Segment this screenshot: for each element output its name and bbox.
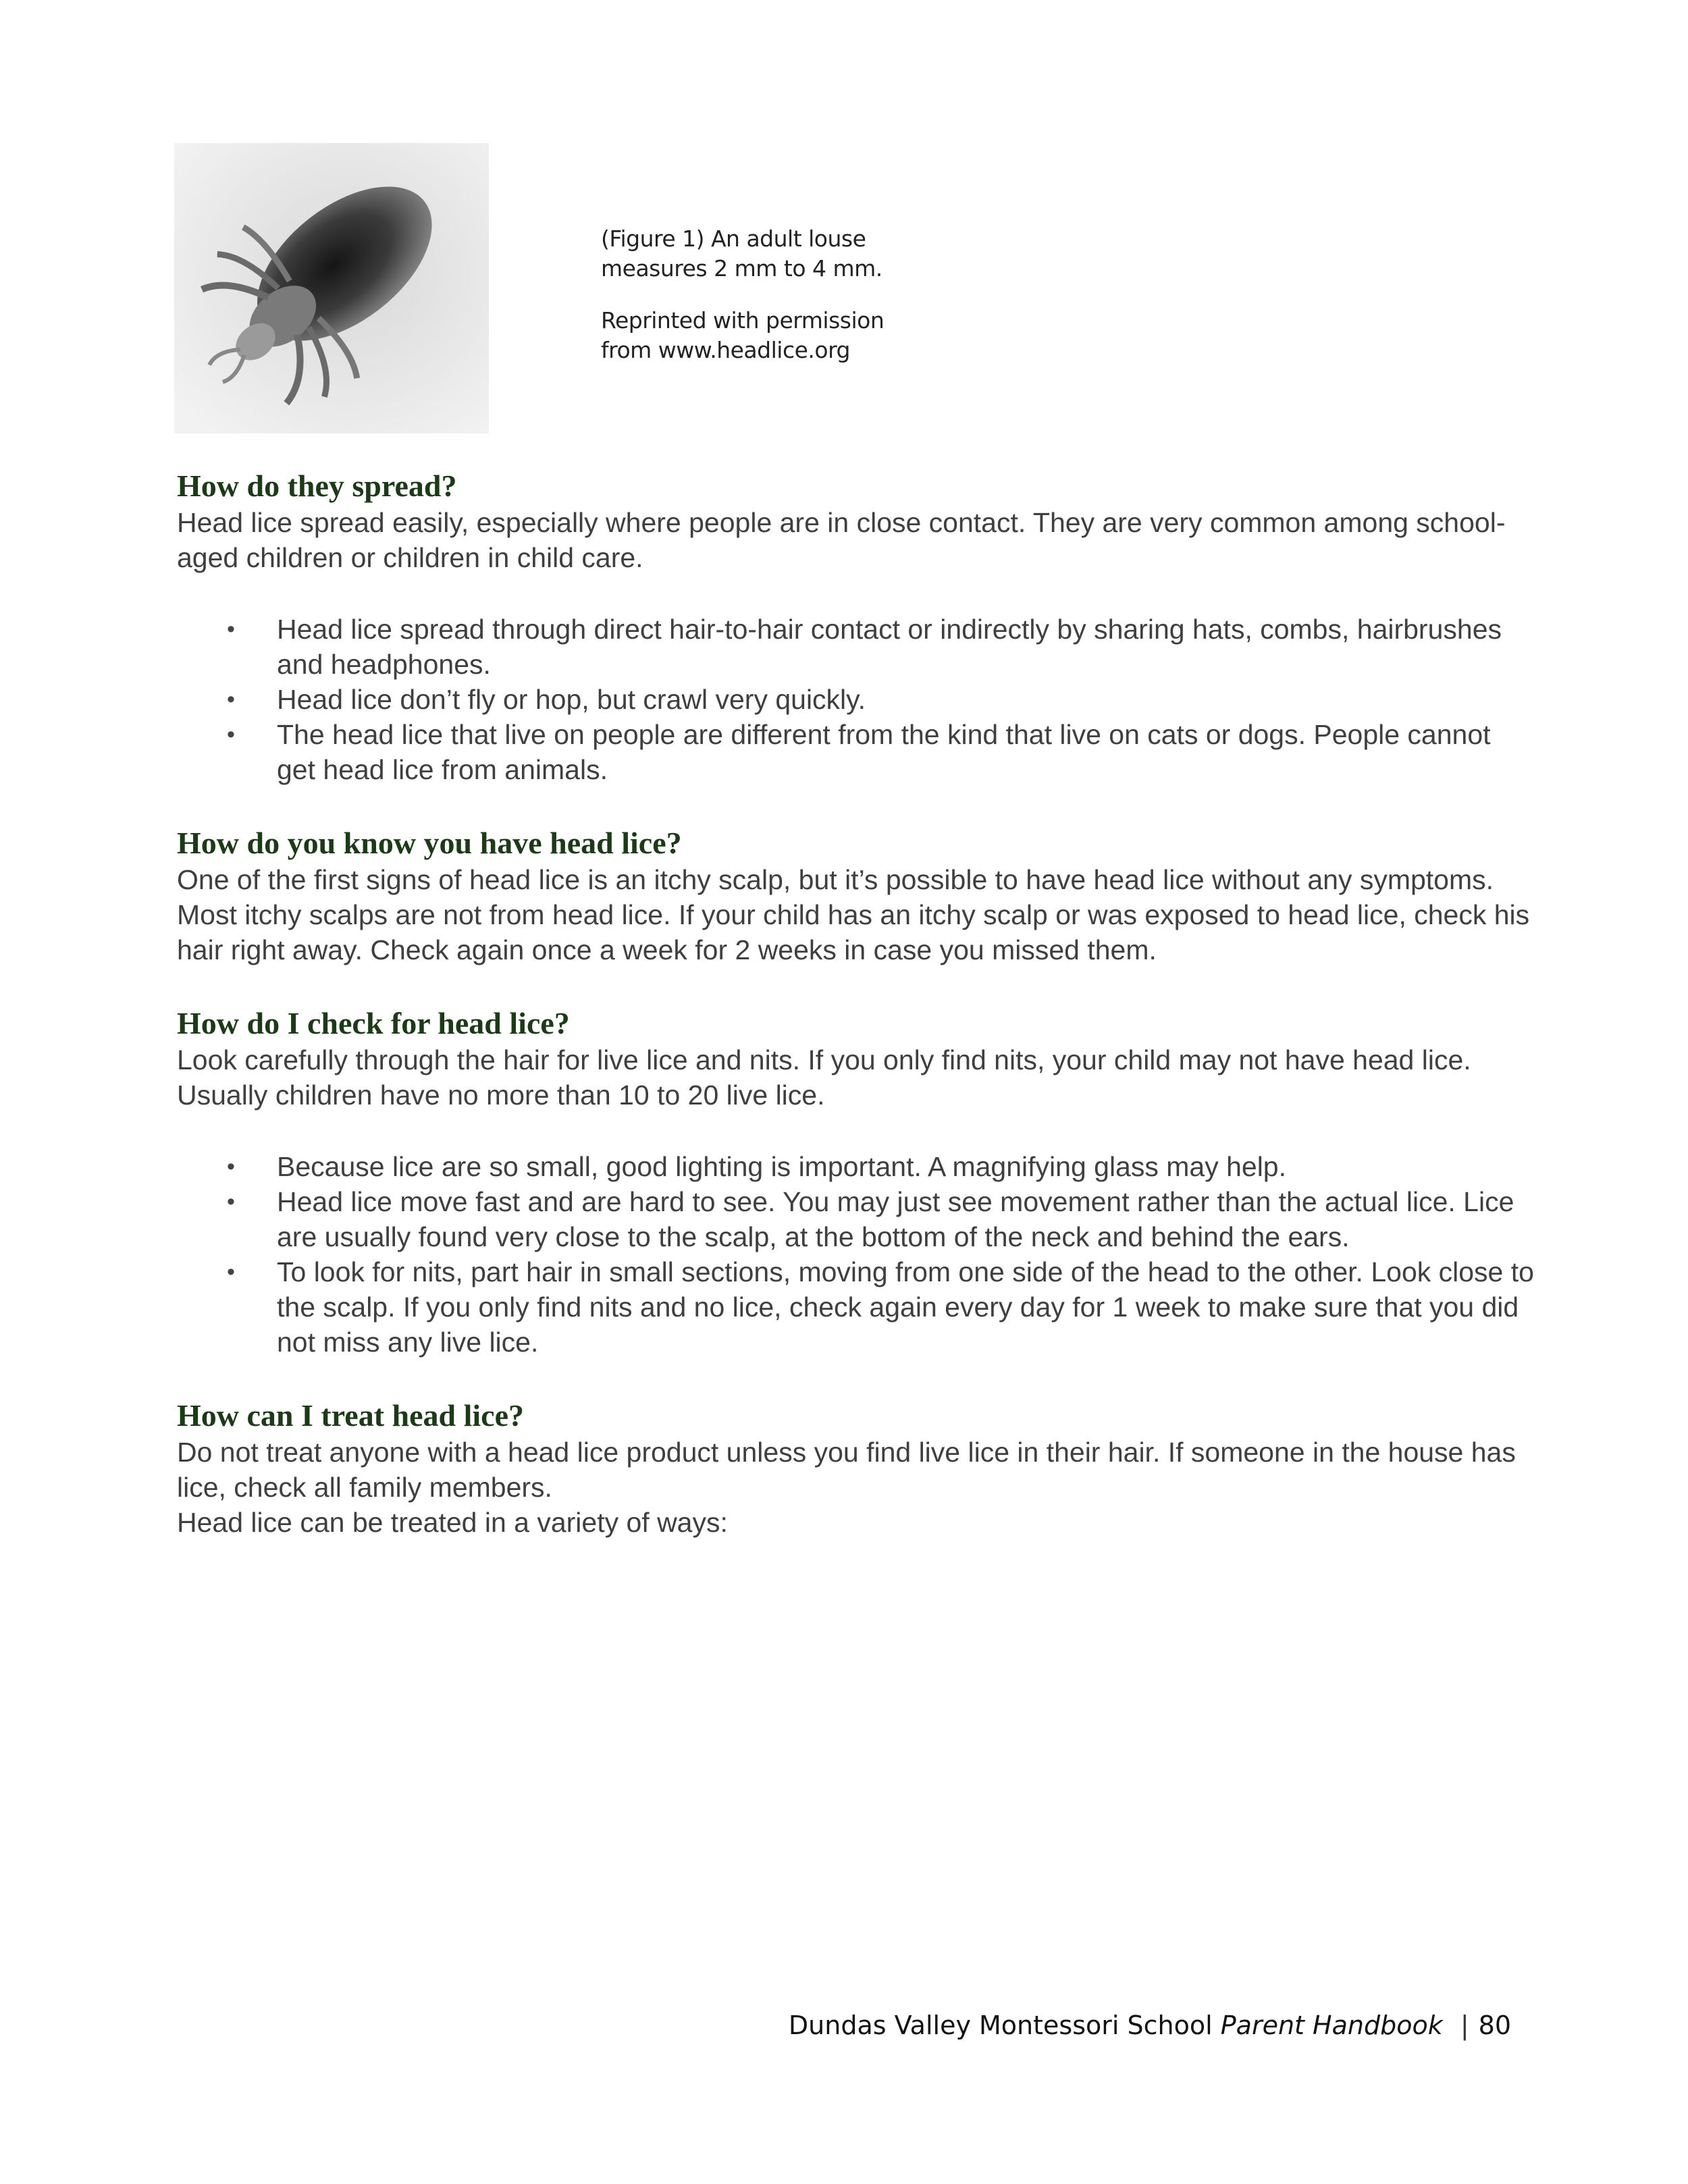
paragraph: Look carefully through the hair for live lice and nits. If you only find nits, your child may not have head lice. Usually children have no more than 10 to 20 live lice. [177, 1044, 1471, 1111]
footer-separator: | [1460, 2010, 1469, 2040]
list-item: • Head lice spread through direct hair-to-hair contact or indirectly by sharing hats, combs, hairbrushes and headphones. [177, 612, 1534, 682]
bullet-icon: • [227, 687, 235, 712]
bullet-icon: • [227, 1154, 235, 1179]
caption-line: (Figure 1) An adult louse [601, 225, 866, 252]
caption-line: from www.headlice.org [601, 337, 850, 363]
page-footer [789, 2010, 1511, 2040]
section-know [177, 824, 1534, 967]
bullet-icon: • [227, 1189, 235, 1215]
section-heading: How do they spread? [177, 469, 457, 503]
section-treat [177, 1397, 1534, 1540]
bullet-icon: • [227, 722, 235, 747]
bullet-list [177, 612, 1534, 787]
section-heading: How can I treat head lice? [177, 1398, 525, 1433]
footer-school: Dundas Valley Montessori School [788, 2010, 1213, 2040]
section-heading: How do I check for head lice? [177, 1006, 570, 1040]
footer-handbook: Parent Handbook [1220, 2010, 1443, 2040]
paragraph: One of the first signs of head lice is an itchy scalp, but it’s possible to have head lice without any symptoms. Most itchy scalps are not from head lice. If your child has an itchy scalp or was exposed to head lice, check his hair right away. Check again once a week for 2 weeks in case you missed them. [177, 864, 1530, 965]
figure-caption [601, 224, 952, 365]
bullet-icon: • [227, 616, 235, 642]
caption-line: Reprinted with permission [601, 307, 885, 334]
paragraph: Do not treat anyone with a head lice product unless you find live lice in their hair. If someone in the house has lice, check all family members. [177, 1437, 1516, 1503]
section-check [177, 1005, 1534, 1360]
list-item: • Because lice are so small, good lighting is important. A magnifying glass may help. [177, 1149, 1534, 1184]
paragraph: Head lice can be treated in a variety of ways: [177, 1507, 728, 1538]
section-spread [177, 467, 1534, 787]
louse-photo-icon [174, 143, 489, 433]
list-item: • Head lice move fast and are hard to see. You may just see movement rather than the actual lice. Lice are usually found very close to the scalp, at the bottom of the neck and behind the ears. [177, 1184, 1534, 1254]
caption-line: measures 2 mm to 4 mm. [601, 255, 882, 282]
document-body [177, 467, 1534, 1540]
section-heading: How do you know you have head lice? [177, 826, 682, 860]
bullet-list [177, 1149, 1534, 1360]
paragraph: Head lice spread easily, especially where people are in close contact. They are very common among school-aged children or children in child care. [177, 507, 1506, 573]
page-number: 80 [1478, 2010, 1511, 2040]
list-item: • The head lice that live on people are different from the kind that live on cats or dogs. People cannot get head lice from animals. [177, 717, 1534, 787]
bullet-icon: • [227, 1259, 235, 1285]
list-item: • Head lice don’t fly or hop, but crawl very quickly. [177, 682, 1534, 717]
list-item: • To look for nits, part hair in small sections, moving from one side of the head to the other. Look close to the scalp. If you only find nits and no lice, check again every day for 1 week to make sure that you did not miss any live lice. [177, 1254, 1534, 1360]
